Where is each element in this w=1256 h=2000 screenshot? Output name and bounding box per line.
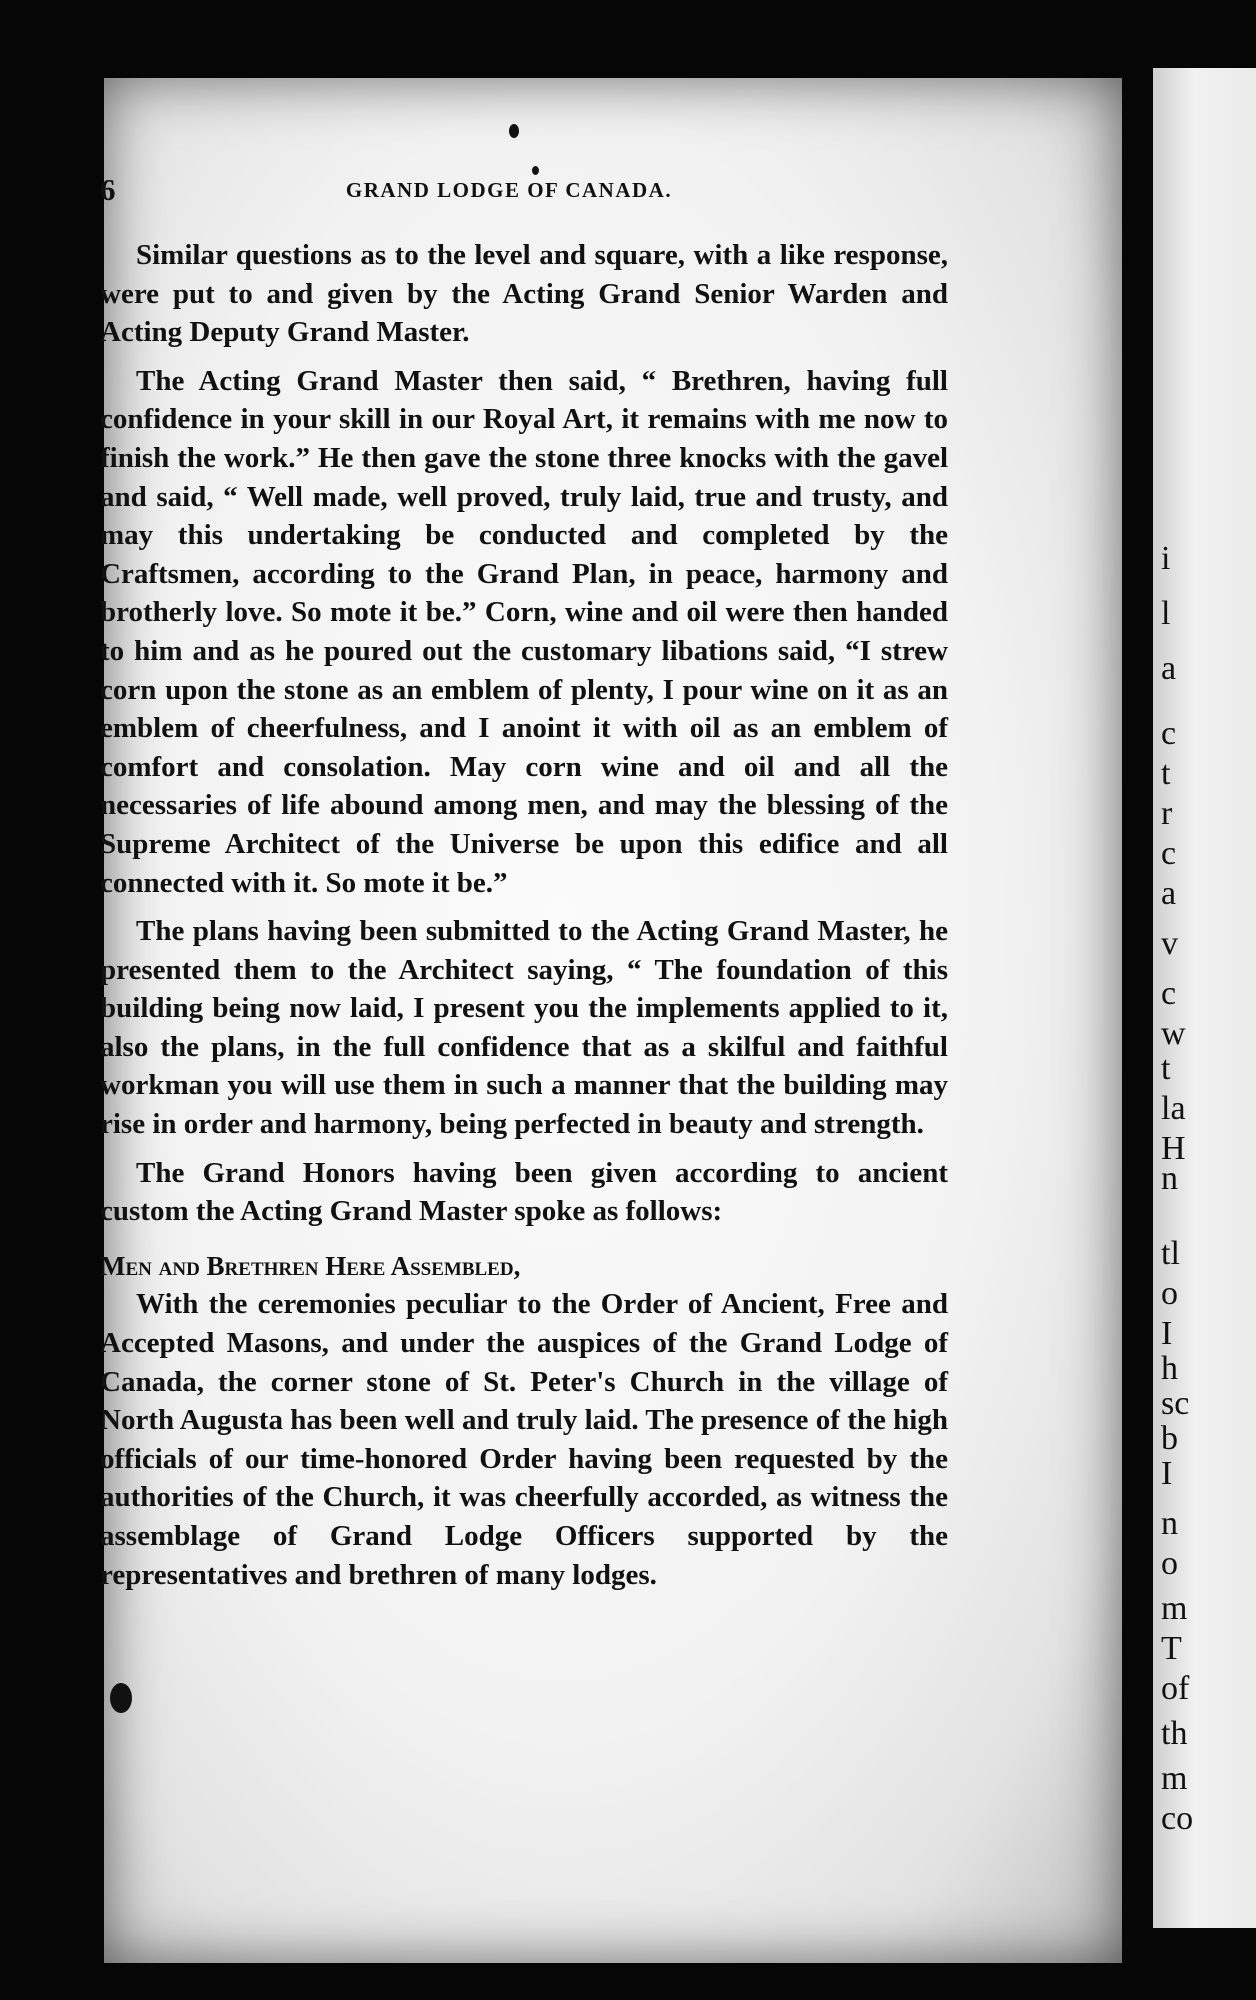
facing-page-fragment: a [1161, 875, 1177, 912]
ink-speck [509, 124, 519, 138]
page-number: 6 [100, 172, 116, 207]
facing-page-fragment: n [1161, 1160, 1178, 1197]
facing-page-fragment: of [1161, 1670, 1190, 1707]
body-text [100, 236, 948, 1604]
facing-page-fragment: w [1161, 1015, 1186, 1052]
address-heading: Men and Brethren Here Assembled, [100, 1250, 521, 1281]
facing-page-fragment: o [1161, 1275, 1178, 1312]
facing-page-fragment: I [1161, 1455, 1173, 1492]
facing-page-fragment: th [1161, 1715, 1188, 1752]
facing-page-fragment: T [1161, 1630, 1182, 1667]
facing-page-fragment: c [1161, 835, 1177, 872]
facing-page-fragment: c [1161, 715, 1177, 752]
facing-page-fragment: m [1161, 1590, 1188, 1627]
paragraph: The Grand Honors having been given according to ancient custom the Acting Grand Master spoke as follows: [100, 1156, 948, 1228]
facing-page-fragment: b [1161, 1420, 1178, 1457]
facing-page-fragment: t [1161, 755, 1171, 792]
facing-page-fragment: sc [1161, 1385, 1190, 1422]
paragraph: Similar questions as to the level and square, with a like response, were put to and given by the Acting Grand Senior Warden and Acting Deputy Grand Master. [100, 239, 948, 349]
ink-speck [110, 1683, 132, 1713]
facing-page-fragment: m [1161, 1760, 1188, 1797]
paragraph: The Acting Grand Master then said, “ Brethren, having full confidence in your skill in our Royal Art, it remains with me now to finish the work.” He then gave the stone three knocks with the gavel and said, “ Well made, well proved, truly laid, true and trusty, and may this undertaking be conducted and completed by the Craftsmen, according to the Grand Plan, in peace, harmony and brotherly love. So mote it be.” Corn, wine and oil were then handed to him and as he poured out the customary libations said, “I strew corn upon the stone as an emblem of plenty, I pour wine on it as an emblem of cheerfulness, and I anoint it with oil as an emblem of comfort and consolation. May corn wine and oil and all the necessaries of life abound among men, and may the blessing of the Supreme Architect of the Universe be upon this edifice and all connected with it. So mote it be.” [100, 364, 948, 899]
facing-page-edge [1153, 68, 1256, 1928]
ink-speck [532, 166, 539, 175]
facing-page-fragment: c [1161, 975, 1177, 1012]
paragraph: The plans having been submitted to the Acting Grand Master, he presented them to the Architect saying, “ The foundation of this building being now laid, I present you the implements applied to it, also the plans, in the full confidence that as a skilful and faithful workman you will use them in such a manner that the building may rise in order and harmony, being perfected in beauty and strength. [100, 915, 948, 1141]
facing-page-fragment: l [1161, 595, 1171, 632]
facing-page-fragment: I [1161, 1315, 1173, 1352]
facing-page-fragment: n [1161, 1505, 1178, 1542]
facing-page-fragment: la [1161, 1090, 1186, 1127]
facing-page-fragment: t [1161, 1050, 1171, 1087]
facing-page-fragment: co [1161, 1800, 1194, 1837]
facing-page-fragment: H [1161, 1130, 1186, 1167]
facing-page-fragment: h [1161, 1350, 1178, 1387]
facing-page-fragment: a [1161, 650, 1177, 687]
facing-page-fragment: tl [1161, 1235, 1180, 1272]
facing-page-fragment: i [1161, 540, 1171, 577]
running-head: GRAND LODGE OF CANADA. [345, 178, 673, 202]
facing-page-fragment: r [1161, 795, 1173, 832]
facing-page-fragment: o [1161, 1545, 1178, 1582]
facing-page-fragment: v [1161, 925, 1178, 962]
address-paragraph: With the ceremonies peculiar to the Order of Ancient, Free and Accepted Masons, and under the auspices of the Grand Lodge of Canada, the corner stone of St. Peter's Church in the village of North Augusta has been well and truly laid. The presence of the high officials of our time-honored Order having been requested by the authorities of the Church, it was cheerfully accorded, as witness the assemblage of Grand Lodge Officers supported by the representatives and brethren of many lodges. [100, 1288, 948, 1591]
